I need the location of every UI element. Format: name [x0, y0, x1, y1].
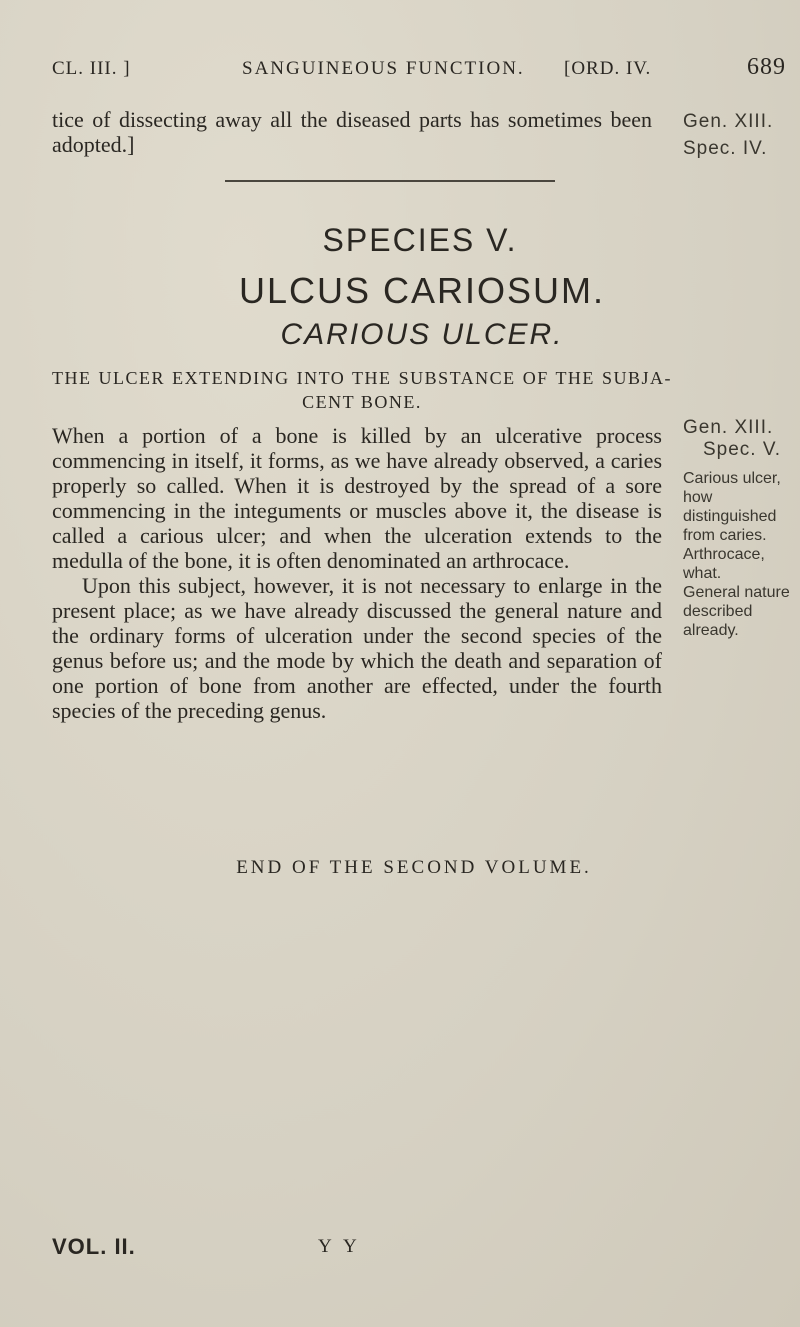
margin-note-general-nature: General nature described already.: [683, 584, 790, 639]
margin-note-top: [683, 108, 795, 162]
margin-species: Spec. IV.: [683, 138, 768, 159]
species-definition: [52, 366, 672, 414]
margin-note-species: Spec. V.: [703, 439, 782, 460]
definition-line-2: CENT BONE.: [302, 392, 422, 412]
species-heading: SPECIES V.: [322, 222, 518, 258]
margin-note-arthrocace: Arthrocace, what.: [683, 546, 765, 582]
running-head-order: [ORD. IV.: [564, 58, 652, 79]
paragraph-1: When a portion of a bone is killed by an ulcerative process commencing in itself, it forms, as we have already observed, a caries properly so called. When it is destroyed by the spread of a sore commencing in the integuments or muscles above it, the disease is called a carious ulcer; and when the ulceration extends to the medulla of the bone, it is often denominated an arthrocace.: [52, 423, 662, 573]
signature-mark: Y Y: [318, 1236, 361, 1257]
margin-note-carious-ulcer: Carious ulcer, how distinguished from caries.: [683, 470, 781, 544]
margin-genus: Gen. XIII.: [683, 111, 774, 132]
species-english-name: CARIOUS ULCER.: [280, 318, 564, 351]
margin-note-genus: Gen. XIII.: [683, 417, 774, 438]
main-text: [52, 423, 662, 723]
section-divider: [225, 180, 555, 182]
running-head: [52, 54, 786, 88]
continuation-text: tice of dissecting away all the diseased parts has sometimes been adopted.]: [52, 107, 652, 157]
end-of-volume: END OF THE SECOND VOLUME.: [236, 857, 592, 878]
species-latin-name: ULCUS CARIOSUM.: [238, 270, 606, 311]
volume-signature: VOL. II.: [52, 1234, 136, 1259]
continuation-paragraph: [52, 107, 662, 157]
definition-line-1: THE ULCER EXTENDING INTO THE SUBSTANCE OF THE SUBJA-: [52, 368, 672, 388]
margin-notes: [683, 417, 795, 640]
running-head-title: SANGUINEOUS FUNCTION.: [242, 58, 525, 79]
running-head-class: CL. III. ]: [52, 58, 131, 79]
page-number: 689: [747, 54, 786, 80]
paragraph-2: Upon this subject, however, it is not necessary to enlarge in the present place; as we have already discussed the general nature and the ordinary forms of ulceration under the second species of the genus before us; and the mode by which the death and separation of one portion of bone from another are effected, under the fourth species of the preceding genus.: [52, 573, 662, 723]
